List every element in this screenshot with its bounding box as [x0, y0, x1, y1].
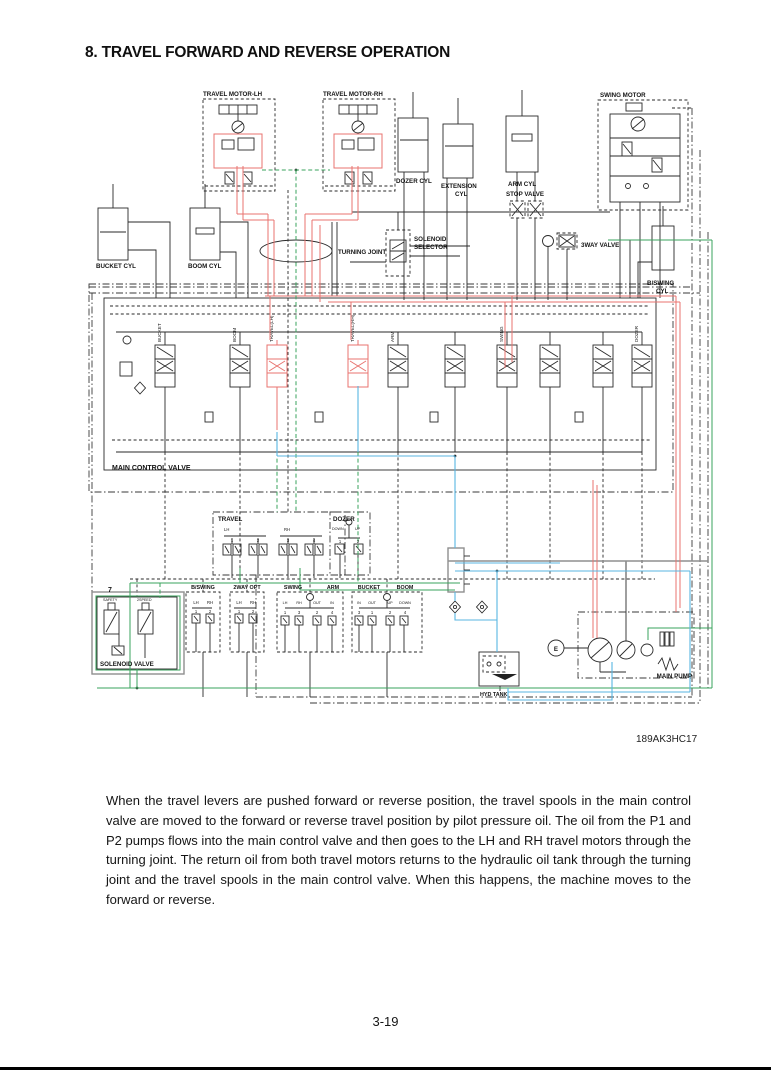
swing-motor	[598, 100, 692, 210]
boom-port-4: 4	[403, 610, 407, 615]
label-stop-valve: STOP VALVE	[506, 191, 545, 198]
label-bswing-cyl-1: B/SWING	[647, 280, 675, 287]
spool-label-arm: ARM	[390, 331, 395, 342]
spool-label-travel-lh: TRAVEL(LH)	[269, 315, 274, 342]
label-dozer-rcv: DOZER	[333, 516, 355, 523]
label-engine: E	[553, 646, 559, 653]
figure-code: 189AK3HC17	[636, 734, 698, 745]
dozer-down: DOWN	[332, 527, 344, 531]
swing-lh: LH	[282, 601, 288, 605]
label-extension-cyl-2: CYL	[455, 191, 468, 198]
arm-port-2: 2	[315, 610, 319, 615]
label-swing-motor: SWING MOTOR	[600, 92, 646, 99]
label-travel-rcv: TRAVEL	[218, 516, 243, 523]
dozer-port-2: 2	[356, 539, 360, 544]
spool-label-swing: SWING	[499, 326, 504, 342]
bucket-port-3: 3	[357, 610, 361, 615]
swing-rh: RH	[296, 601, 302, 605]
frame-lines	[89, 108, 708, 703]
return-manifold	[448, 548, 708, 613]
bucket-port-1: 1	[370, 610, 374, 615]
extension-cylinder	[443, 98, 473, 300]
boom-cylinder	[190, 184, 248, 298]
bucket-cylinder	[98, 184, 170, 298]
bswing-rcv	[186, 592, 220, 652]
label-bswing-rcv: B/SWING	[191, 585, 215, 591]
label-solenoid-selector-2: SELECTOR	[414, 244, 448, 251]
label-2speed: 2SPEED	[137, 598, 152, 602]
opt-rcv	[230, 592, 264, 652]
swing-port-1: 1	[283, 610, 287, 615]
label-bucket-rcv: BUCKET	[357, 585, 381, 591]
label-bswing-cyl-2: CYL	[656, 288, 669, 295]
label-extension-cyl: EXTENSION	[441, 183, 477, 190]
dozer-up: UP	[355, 527, 361, 531]
arm-in: IN	[330, 601, 334, 605]
opt-port-1: 1	[237, 609, 241, 614]
label-travel-motor-rh: TRAVEL MOTOR-RH	[323, 91, 383, 98]
label-3way-valve: 3WAY VALVE	[581, 242, 620, 249]
label-bucket-cyl: BUCKET CYL	[96, 263, 136, 270]
travel-port-1: 1	[230, 538, 234, 543]
opt-lh: LH	[236, 600, 242, 605]
label-boom-rcv: BOOM	[396, 585, 414, 591]
page-heading: 8. TRAVEL FORWARD AND REVERSE OPERATION	[85, 44, 451, 61]
travel-port-3: 3	[286, 538, 290, 543]
travel-port-2: 2	[256, 538, 260, 543]
label-hyd-tank: HYD TANK	[480, 692, 508, 698]
bucket-out: OUT	[368, 601, 376, 605]
label-boom-cyl: BOOM CYL	[188, 263, 222, 270]
bswing-rh: RH	[206, 600, 214, 605]
bswing-lh: LH	[193, 600, 199, 605]
swing-port-3: 3	[297, 610, 301, 615]
bucket-in: IN	[357, 601, 361, 605]
label-main-control-valve: MAIN CONTROL VALVE	[112, 465, 191, 472]
main-control-valve	[104, 298, 656, 470]
label-travel-motor-lh: TRAVEL MOTOR-LH	[203, 91, 263, 98]
label-arm-rcv: ARM	[326, 585, 340, 591]
label-swing-rcv: SWING	[283, 585, 303, 591]
label-solenoid-valve: SOLENOID VALVE	[100, 661, 154, 668]
boom-down: DOWN	[399, 601, 411, 605]
opt-rh: RH	[249, 600, 257, 605]
label-main-pump: MAIN PUMP	[656, 673, 692, 680]
bswing-port-2: 2	[208, 609, 212, 614]
three-way-valve	[543, 233, 578, 300]
hyd-tank	[479, 652, 519, 691]
label-solenoid-id: 7	[108, 587, 112, 594]
travel-rh: RH	[284, 527, 291, 532]
solenoid-selector	[350, 212, 470, 276]
arm-out: OUT	[313, 601, 321, 605]
page-number: 3-19	[372, 1014, 399, 1029]
travel-port-4: 4	[312, 538, 316, 543]
label-safety: SAFETY	[103, 598, 118, 602]
boom-up: UP	[387, 601, 393, 605]
dozer-cylinder	[398, 92, 428, 300]
arm-cylinder	[506, 90, 538, 195]
travel-lh: LH	[224, 527, 230, 532]
spool-label-boom: BOOM	[232, 327, 237, 342]
label-turning-joint: TURNING JOINT	[338, 249, 387, 256]
body-paragraph: When the travel levers are pushed forward or reverse position, the travel spools in the main control valve are moved to the forward or reverse travel position by pilot pressure oil. The oil from the P1 and P2 pumps flows into the main control valve and then goes to the LH and RH travel motors through the turning joint. The return oil from both travel motors returns to the hydraulic oil tank through the turning joint and the travel spools in the main control valve. When this happens, the machine moves to the forward or reverse.	[106, 793, 691, 907]
turning-joint	[260, 222, 337, 296]
spool-label-travel-rh: TRAVEL(RH)	[350, 314, 355, 342]
bottom-rule	[0, 1067, 771, 1070]
boom-port-2: 2	[388, 610, 392, 615]
opt-port-2: 2	[251, 609, 255, 614]
dozer-port-1: 1	[338, 539, 342, 544]
label-opt-rcv: 2WAY OPT	[233, 585, 261, 591]
label-arm-cyl: ARM CYL	[508, 181, 537, 188]
main-pump	[548, 612, 694, 678]
label-dozer-cyl: DOZER CYL	[396, 178, 432, 185]
spool-label-bucket: BUCKET	[157, 323, 162, 342]
label-solenoid-selector-1: SOLENOID	[414, 236, 447, 243]
mcv-spools	[155, 332, 652, 452]
bswing-port-1: 1	[194, 609, 198, 614]
arm-port-4: 4	[330, 610, 334, 615]
spool-label-dozer: DOZER	[634, 325, 639, 342]
